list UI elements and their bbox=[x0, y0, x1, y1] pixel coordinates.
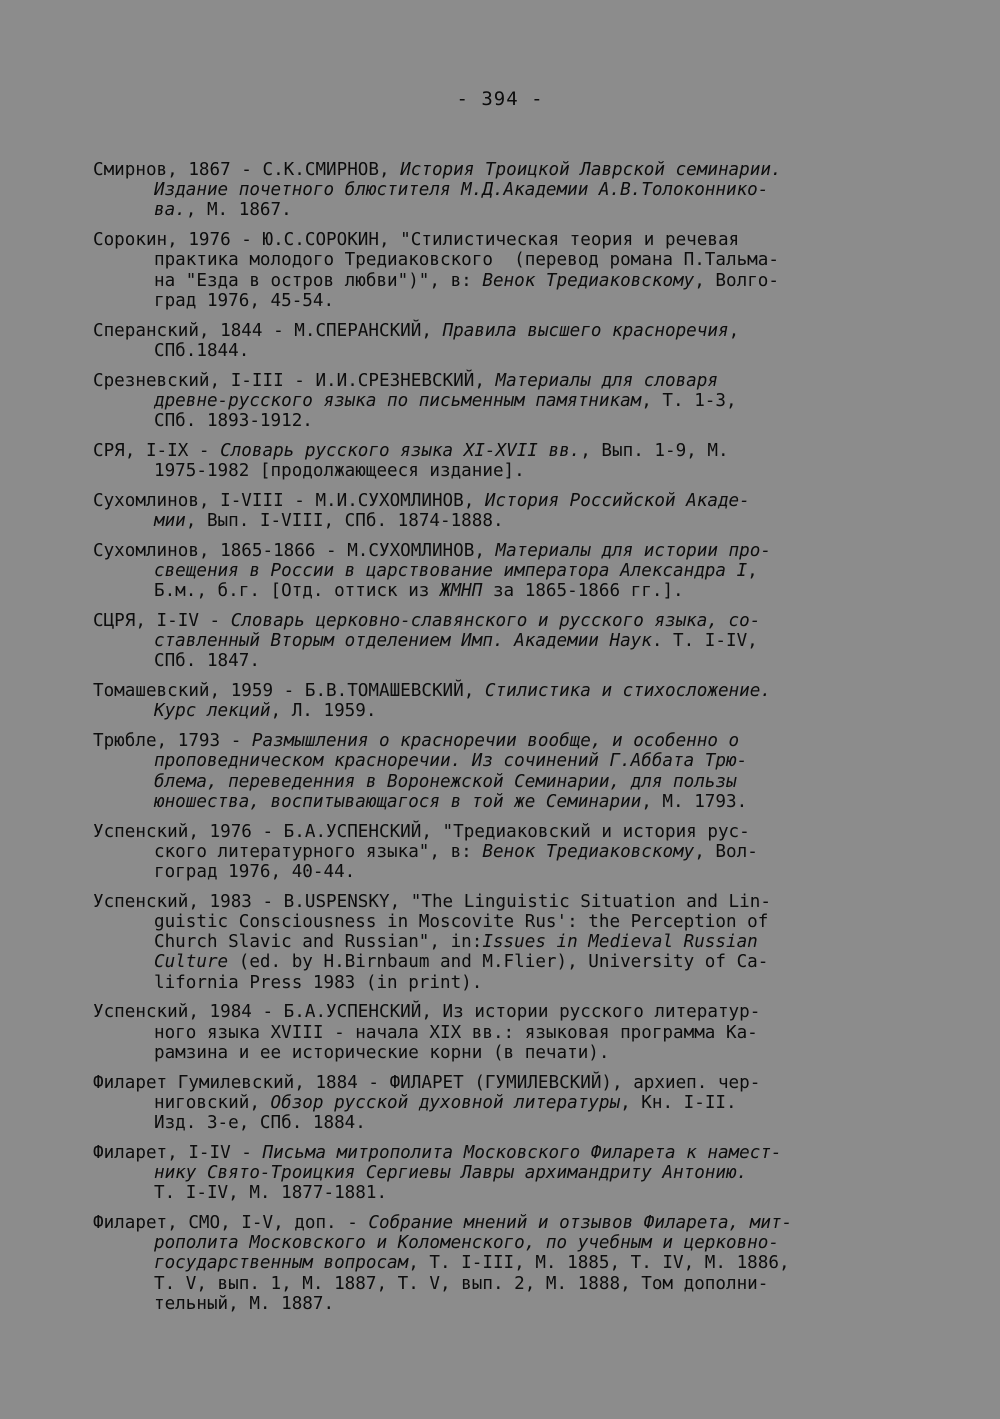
entry-text: ского литературного языка", в: bbox=[154, 841, 483, 862]
entry-title-text: История Российской Акаде- bbox=[484, 490, 750, 511]
entry-title-text: ЖМНП bbox=[440, 581, 483, 602]
entry-continuation-line bbox=[93, 932, 893, 952]
entry-text: ниговский, bbox=[154, 1092, 271, 1113]
entry-continuation-line bbox=[93, 180, 893, 200]
entry-text: СПб. 1893-1912. bbox=[154, 411, 313, 432]
entry-text: 1975-1982 [продолжающееся издание]. bbox=[154, 461, 525, 482]
entry-text: , Вып. 1-9, М. bbox=[580, 440, 729, 461]
bibliography-entry bbox=[93, 441, 893, 481]
entry-text: , Вып. I-VIII, СПб. 1874-1888. bbox=[185, 511, 504, 532]
entry-text: Сорокин, 1976 - Ю.С.СОРОКИН, "Стилистическая теория и речевая bbox=[93, 230, 740, 251]
entry-first-line bbox=[93, 321, 893, 341]
entry-title-text: Материалы для словаря bbox=[495, 370, 718, 391]
entry-continuation-line bbox=[93, 751, 893, 771]
entry-text: , М. 1793. bbox=[641, 791, 748, 812]
bibliography-entry bbox=[93, 681, 893, 721]
entry-text: . Т. I-IV, bbox=[651, 631, 758, 652]
entry-text: Сперанский, 1844 - М.СПЕРАНСКИЙ, bbox=[93, 320, 443, 341]
entry-text: Томашевский, 1959 - Б.В.ТОМАШЕВСКИЙ, bbox=[93, 681, 485, 702]
entry-continuation-line bbox=[93, 1023, 893, 1043]
entry-text: Трюбле, 1793 - bbox=[93, 731, 252, 752]
entry-title-text: Словарь церковно-славянского и русского языка, со- bbox=[230, 611, 761, 632]
entry-text: Изд. 3-е, СПб. 1884. bbox=[154, 1113, 366, 1134]
entry-continuation-line bbox=[93, 1253, 893, 1273]
entry-first-line bbox=[93, 822, 893, 842]
entry-title-text: ставленный Вторым отделением Имп. Академии Наук bbox=[154, 631, 652, 652]
entry-continuation-line bbox=[93, 1294, 893, 1314]
entry-title-text: Issues in Medieval Russian bbox=[482, 932, 758, 953]
entry-text: Успенский, 1984 - Б.А.УСПЕНСКИЙ, Из истории русского литератур- bbox=[93, 1002, 761, 1023]
entry-continuation-line bbox=[93, 341, 893, 361]
entry-title-text: государственным вопросам bbox=[154, 1253, 409, 1274]
page-number: - 394 - bbox=[456, 88, 544, 110]
entry-title-text: Словарь русского языка XI-XVII вв. bbox=[220, 440, 581, 461]
entry-continuation-line bbox=[93, 1233, 893, 1253]
entry-first-line bbox=[93, 1073, 893, 1093]
bibliography-entry bbox=[93, 822, 893, 883]
entry-text: , Л. 1959. bbox=[270, 701, 377, 722]
entry-text: Филарет, СМО, I-V, доп. - bbox=[93, 1213, 369, 1234]
entry-text: Филарет Гумилевский, 1884 - ФИЛАРЕТ (ГУМИЛЕВСКИЙ), архиеп. чер- bbox=[93, 1072, 761, 1093]
entry-text: гоград 1976, 40-44. bbox=[154, 862, 356, 883]
entry-first-line bbox=[93, 892, 893, 912]
entry-title-text: Венок Тредиаковскому bbox=[482, 841, 695, 862]
entry-text: тельный, М. 1887. bbox=[154, 1293, 335, 1314]
entry-continuation-line bbox=[93, 952, 893, 972]
entry-title-text: Правила высшего красноречия bbox=[442, 320, 729, 341]
entry-title-text: Письма митрополита Московского Филарета к намест- bbox=[262, 1142, 782, 1163]
entry-text: Church Slavic and Russian", in: bbox=[154, 932, 483, 953]
entry-title-text: История Троицкой Лаврской семинарии. bbox=[400, 160, 782, 180]
entry-text: Филарет, I-IV - bbox=[93, 1142, 263, 1163]
entry-title-text: древне-русского языка по письменным памятникам bbox=[154, 390, 642, 411]
entry-continuation-line bbox=[93, 912, 893, 932]
entry-text: СПб. 1847. bbox=[154, 651, 260, 672]
entry-continuation-line bbox=[93, 411, 893, 431]
entry-continuation-line bbox=[93, 1163, 893, 1183]
entry-continuation-line bbox=[93, 271, 893, 291]
entry-continuation-line bbox=[93, 973, 893, 993]
entry-text: lifornia Press 1983 (in print). bbox=[154, 972, 483, 993]
entry-continuation-line bbox=[93, 291, 893, 311]
bibliography-entry bbox=[93, 1143, 893, 1204]
entry-first-line bbox=[93, 1143, 893, 1163]
entry-text: Т. I-IV, М. 1877-1881. bbox=[154, 1183, 388, 1204]
entry-continuation-line bbox=[93, 631, 893, 651]
entry-text: практика молодого Тредиаковского (перевод романа П.Тальма- bbox=[154, 250, 779, 271]
entry-title-text: проповедническом красноречии. Из сочинений Г.Аббата Трю- bbox=[154, 751, 748, 772]
entry-first-line bbox=[93, 441, 893, 461]
entry-title-text: Culture bbox=[154, 952, 229, 973]
entry-title-text: Собрание мнений и отзывов Филарета, мит- bbox=[368, 1213, 793, 1234]
entry-text: Сухомлинов, 1865-1866 - М.СУХОМЛИНОВ, bbox=[93, 540, 496, 561]
entry-title-text: нику Свято-Троицкия Сергиевы Лавры архимандриту Антонию. bbox=[154, 1163, 748, 1184]
bibliography-entry bbox=[93, 321, 893, 361]
entry-text: , Т. 1-3, bbox=[641, 390, 737, 411]
entry-continuation-line bbox=[93, 1183, 893, 1203]
entry-text: на "Езда в остров любви")", в: bbox=[154, 270, 483, 291]
entry-text: guistic Consciousness in Moscovite Rus': the Perception of bbox=[154, 912, 769, 933]
entry-text: Успенский, 1976 - Б.А.УСПЕНСКИЙ, "Тредиаковский и история рус- bbox=[93, 821, 750, 842]
entry-text: град 1976, 45-54. bbox=[154, 290, 335, 311]
bibliography-entry bbox=[93, 611, 893, 672]
entry-title-text: ва. bbox=[154, 200, 186, 221]
entry-first-line bbox=[93, 1002, 893, 1022]
entry-title-text: Материалы для истории про- bbox=[495, 540, 771, 561]
entry-text: Смирнов, 1867 - С.К.СМИРНОВ, bbox=[93, 160, 401, 180]
entry-text: Б.м., б.г. [Отд. оттиск из bbox=[154, 581, 440, 602]
bibliography-entry bbox=[93, 892, 893, 993]
entry-text: Успенский, 1983 - B.USPENSKY, "The Linguistic Situation and Lin- bbox=[93, 891, 771, 912]
entry-first-line bbox=[93, 491, 893, 511]
entry-continuation-line bbox=[93, 651, 893, 671]
entry-text: рамзина и ее исторические корни (в печати). bbox=[154, 1042, 610, 1063]
entry-continuation-line bbox=[93, 862, 893, 882]
entry-continuation-line bbox=[93, 1093, 893, 1113]
entry-text: , Вол- bbox=[694, 841, 758, 862]
entry-continuation-line bbox=[93, 1113, 893, 1133]
bibliography-entry bbox=[93, 731, 893, 812]
entry-first-line bbox=[93, 731, 893, 751]
bibliography-entry bbox=[93, 541, 893, 602]
bibliography-entry bbox=[93, 230, 893, 311]
entry-first-line bbox=[93, 371, 893, 391]
entry-text: Т. V, вып. 1, М. 1887, Т. V, вып. 2, М. 1888, Том дополни- bbox=[154, 1273, 769, 1294]
entry-continuation-line bbox=[93, 772, 893, 792]
entry-text: Сухомлинов, I-VIII - М.И.СУХОМЛИНОВ, bbox=[93, 490, 485, 511]
entry-text: , М. 1867. bbox=[185, 200, 292, 221]
entry-first-line bbox=[93, 1213, 893, 1233]
entry-title-text: Венок Тредиаковскому bbox=[482, 270, 695, 291]
bibliography-entry bbox=[93, 1002, 893, 1063]
entry-title-text: Стилистика и стихосложение. bbox=[484, 681, 771, 702]
entry-title-text: свещения в России в царствование императора Александра I bbox=[154, 561, 748, 582]
entry-title-text: блема, переведенния в Воронежской Семинарии, для пользы bbox=[154, 771, 737, 792]
entry-text: ного языка XVIII - начала XIX вв.: языковая программа Ка- bbox=[154, 1022, 758, 1043]
entry-title-text: Курс лекций bbox=[154, 701, 271, 722]
entry-title-text: Издание почетного блюстителя М.Д.Академии А.В.Толоконнико- bbox=[154, 180, 769, 201]
entry-continuation-line bbox=[93, 391, 893, 411]
bibliography-entry bbox=[93, 160, 893, 221]
entry-continuation-line bbox=[93, 461, 893, 481]
entry-title-text: рополита Московского и Коломенского, по учебным и церковно- bbox=[154, 1233, 779, 1254]
entry-text: Срезневский, I-III - И.И.СРЕЗНЕВСКИЙ, bbox=[93, 370, 496, 391]
entry-first-line bbox=[93, 230, 893, 250]
entry-continuation-line bbox=[93, 1274, 893, 1294]
entry-first-line bbox=[93, 160, 893, 180]
entry-text: (ed. by H.Birnbaum and M.Flier), University of Ca- bbox=[228, 952, 769, 973]
entry-first-line bbox=[93, 681, 893, 701]
entry-continuation-line bbox=[93, 581, 893, 601]
entry-first-line bbox=[93, 541, 893, 561]
entry-continuation-line bbox=[93, 511, 893, 531]
entry-continuation-line bbox=[93, 250, 893, 270]
entry-text: СЦРЯ, I-IV - bbox=[93, 611, 231, 632]
entry-continuation-line bbox=[93, 701, 893, 721]
entry-text: СПб.1844. bbox=[154, 340, 250, 361]
bibliography-entry bbox=[93, 491, 893, 531]
entry-text: , Кн. I-II. bbox=[620, 1092, 737, 1113]
entry-first-line bbox=[93, 611, 893, 631]
entry-title-text: Размышления о красноречии вообще, и особенно о bbox=[251, 731, 740, 752]
entry-text: , Т. I-III, М. 1885, Т. IV, М. 1886, bbox=[408, 1253, 790, 1274]
entry-continuation-line bbox=[93, 200, 893, 220]
entry-title-text: Обзор русской духовной литературы bbox=[270, 1092, 621, 1113]
bibliography-list bbox=[93, 160, 893, 1324]
entry-title-text: юношества, воспитывающагося в той же Семинарии bbox=[154, 791, 642, 812]
entry-text: , bbox=[728, 320, 740, 341]
entry-continuation-line bbox=[93, 561, 893, 581]
entry-continuation-line bbox=[93, 792, 893, 812]
bibliography-entry bbox=[93, 1213, 893, 1314]
entry-title-text: мии bbox=[154, 511, 186, 532]
entry-continuation-line bbox=[93, 1043, 893, 1063]
entry-text: , Волго- bbox=[694, 270, 779, 291]
entry-continuation-line bbox=[93, 842, 893, 862]
entry-text: за 1865-1866 гг.]. bbox=[482, 581, 684, 602]
entry-text: , bbox=[747, 561, 758, 582]
entry-text: СРЯ, I-IX - bbox=[93, 440, 221, 461]
bibliography-entry bbox=[93, 1073, 893, 1134]
bibliography-entry bbox=[93, 371, 893, 432]
